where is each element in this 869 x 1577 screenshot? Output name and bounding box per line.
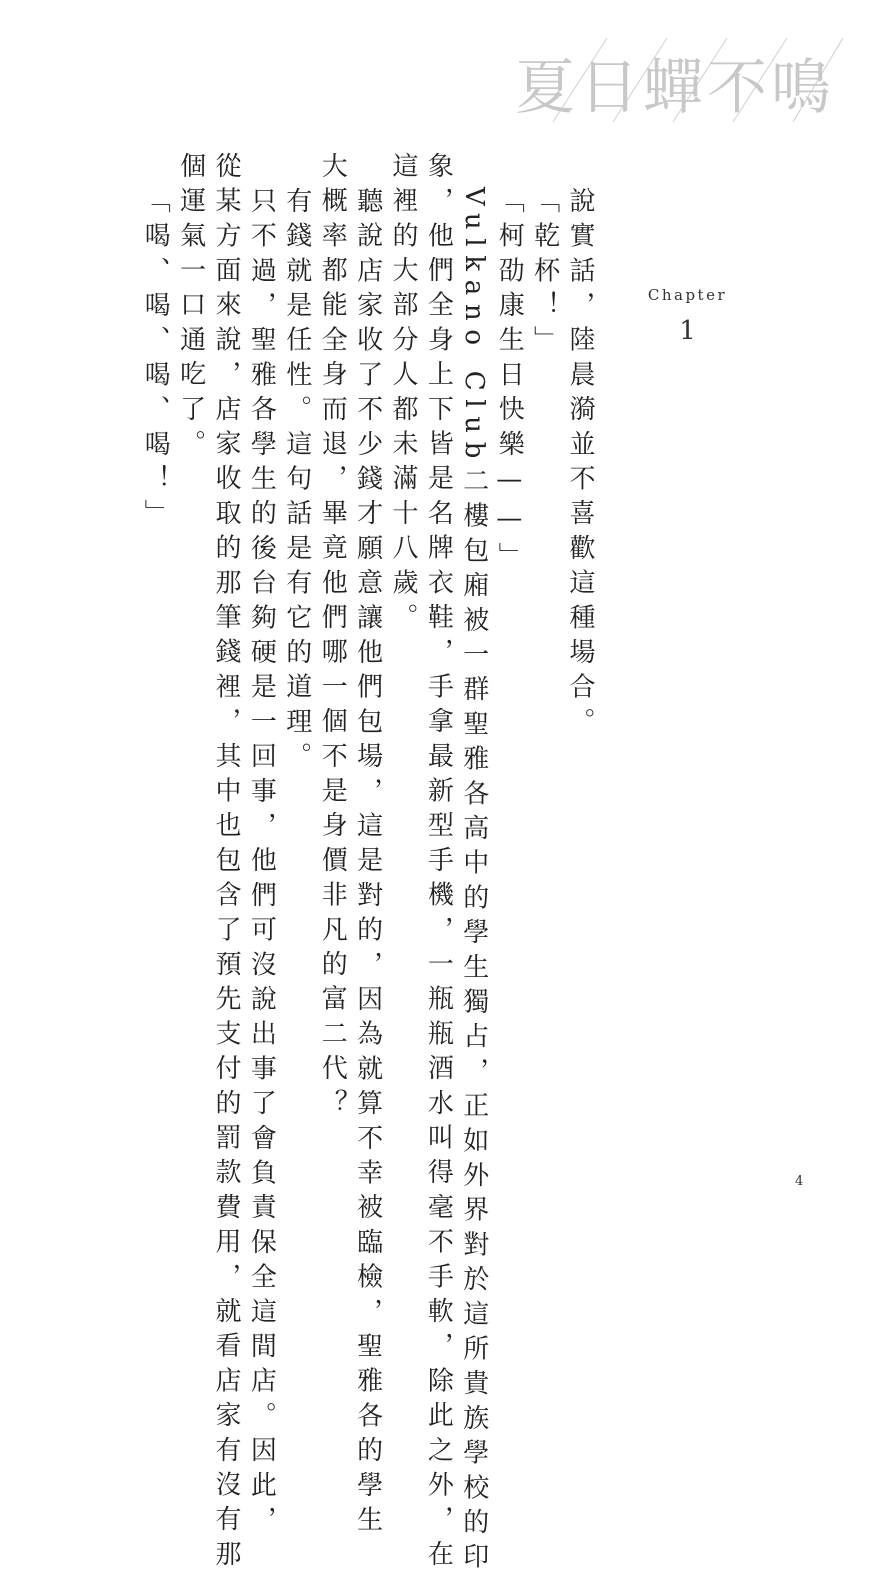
text-line: 「柯劭康生日快樂——」 [494,186,525,577]
text-line: 只不過，聖雅各學生的後台夠硬是一回事，他們可沒說出事了會負責保全這間店。因此， [246,186,277,1540]
text-line: Vulkano Club二樓包廂被一群聖雅各高中的學生獨占，正如外界對於這所貴族學校的印 [458,186,489,1577]
text-line: 「乾杯！」 [529,186,560,361]
text-line: 這裡的大部分人都未滿十八歲。 [388,152,418,638]
book-title-header [515,38,845,123]
text-line: 有錢就是任性。這句話是有它的道理。 [281,186,312,777]
text-line: 「喝、喝、喝、喝！」 [140,186,171,534]
text-line: 說實話，陸晨漪並不喜歡這種場合。 [565,186,595,742]
text-line: 聽說店家收了不少錢才願意讓他們包場，這是對的，因為就算不幸被臨檢，聖雅各的學生 [352,186,383,1540]
text-line: 從某方面來說，店家收取的那筆錢裡，其中也包含了預先支付的罰款費用，就看店家有沒有那 [211,152,241,1575]
chapter-label: Chapter [647,286,728,304]
text-line: 大概率都能全身而退，畢竟他們哪一個不是身價非凡的富二代？ [317,152,348,1124]
page-number: 4 [795,1174,804,1189]
chapter-number: 1 [679,316,696,346]
text-line: 象，他們全身上下皆是名牌衣鞋，手拿最新型手機，一瓶瓶酒水叫得毫不手軟，除此之外，在 [423,152,454,1575]
text-line: 個運氣一口通吃了。 [175,152,206,465]
book-title: 夏日蟬不鳴 [515,53,835,123]
